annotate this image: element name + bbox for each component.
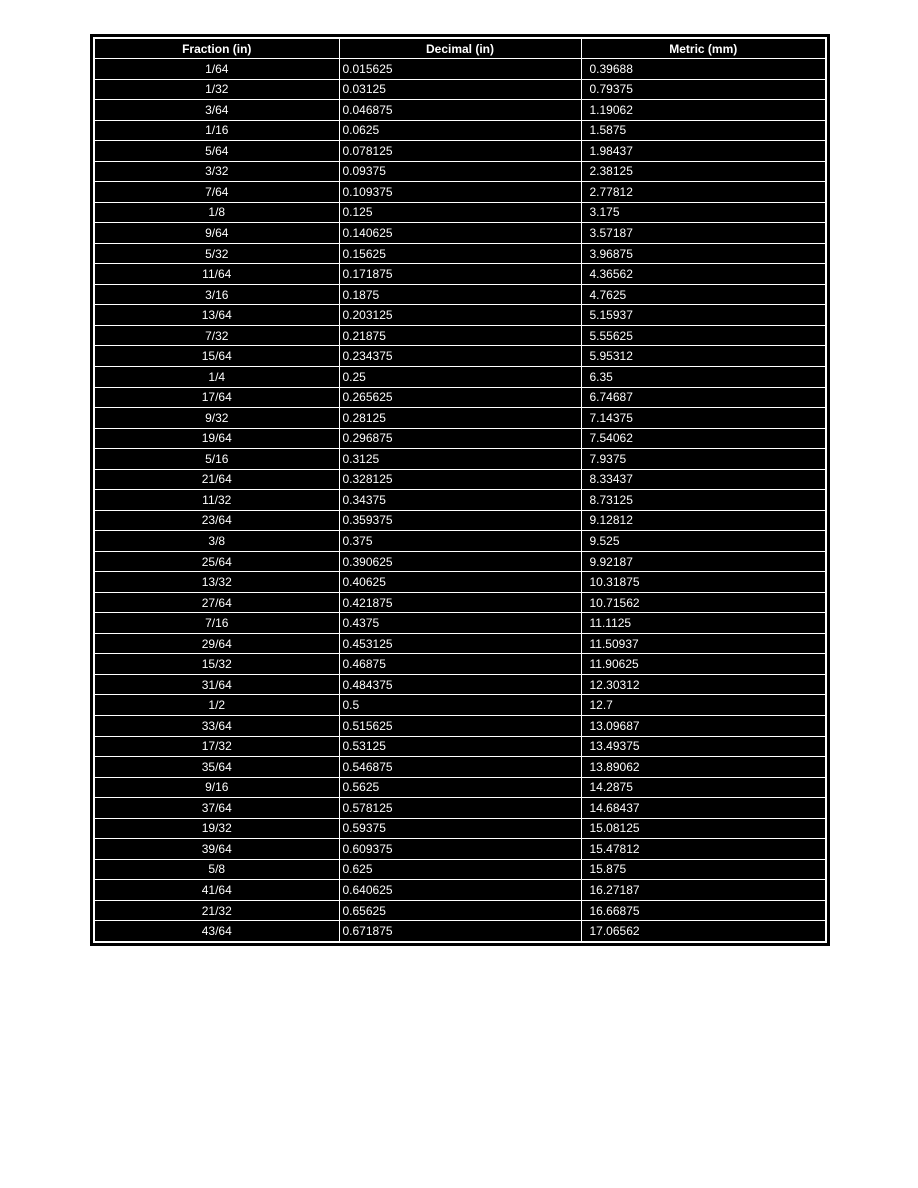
cell-metric: 5.55625	[581, 325, 825, 346]
cell-metric: 1.98437	[581, 141, 825, 162]
table-row	[95, 469, 825, 490]
cell-decimal: 0.609375	[339, 839, 581, 860]
cell-fraction: 31/64	[95, 674, 339, 695]
cell-decimal: 0.09375	[339, 161, 581, 182]
cell-decimal: 0.109375	[339, 182, 581, 203]
cell-decimal: 0.453125	[339, 633, 581, 654]
cell-fraction: 27/64	[95, 592, 339, 613]
cell-metric: 2.77812	[581, 182, 825, 203]
cell-metric: 6.35	[581, 366, 825, 387]
cell-fraction: 9/32	[95, 408, 339, 429]
header-metric: Metric (mm)	[581, 39, 825, 59]
cell-metric: 14.68437	[581, 798, 825, 819]
cell-metric: 9.92187	[581, 551, 825, 572]
cell-metric: 11.90625	[581, 654, 825, 675]
cell-fraction: 15/64	[95, 346, 339, 367]
cell-fraction: 7/64	[95, 182, 339, 203]
cell-metric: 3.96875	[581, 243, 825, 264]
cell-fraction: 5/8	[95, 859, 339, 880]
table-row	[95, 284, 825, 305]
table-row	[95, 366, 825, 387]
cell-fraction: 1/2	[95, 695, 339, 716]
table-row	[95, 900, 825, 921]
cell-metric: 16.66875	[581, 900, 825, 921]
cell-decimal: 0.015625	[339, 59, 581, 80]
cell-metric: 7.14375	[581, 408, 825, 429]
table-body	[95, 59, 825, 942]
cell-decimal: 0.125	[339, 202, 581, 223]
cell-decimal: 0.15625	[339, 243, 581, 264]
table-row	[95, 120, 825, 141]
cell-metric: 10.31875	[581, 572, 825, 593]
cell-metric: 17.06562	[581, 921, 825, 941]
cell-metric: 1.19062	[581, 100, 825, 121]
cell-fraction: 25/64	[95, 551, 339, 572]
table-row	[95, 674, 825, 695]
table-row	[95, 100, 825, 121]
cell-decimal: 0.53125	[339, 736, 581, 757]
cell-decimal: 0.625	[339, 859, 581, 880]
cell-metric: 15.47812	[581, 839, 825, 860]
cell-fraction: 5/16	[95, 449, 339, 470]
table-row	[95, 141, 825, 162]
cell-decimal: 0.296875	[339, 428, 581, 449]
cell-fraction: 19/64	[95, 428, 339, 449]
cell-decimal: 0.265625	[339, 387, 581, 408]
cell-decimal: 0.140625	[339, 223, 581, 244]
table-row	[95, 59, 825, 80]
cell-metric: 9.525	[581, 531, 825, 552]
cell-decimal: 0.203125	[339, 305, 581, 326]
cell-fraction: 11/64	[95, 264, 339, 285]
table-row	[95, 243, 825, 264]
cell-fraction: 3/32	[95, 161, 339, 182]
cell-decimal: 0.5	[339, 695, 581, 716]
cell-decimal: 0.65625	[339, 900, 581, 921]
cell-metric: 12.30312	[581, 674, 825, 695]
cell-fraction: 1/16	[95, 120, 339, 141]
cell-fraction: 1/4	[95, 366, 339, 387]
cell-decimal: 0.5625	[339, 777, 581, 798]
cell-decimal: 0.234375	[339, 346, 581, 367]
cell-fraction: 35/64	[95, 757, 339, 778]
table-row	[95, 490, 825, 511]
cell-fraction: 3/8	[95, 531, 339, 552]
header-decimal: Decimal (in)	[339, 39, 581, 59]
table-row	[95, 346, 825, 367]
cell-fraction: 13/64	[95, 305, 339, 326]
conversion-table	[95, 39, 825, 941]
cell-metric: 12.7	[581, 695, 825, 716]
cell-metric: 13.89062	[581, 757, 825, 778]
cell-decimal: 0.1875	[339, 284, 581, 305]
table-row	[95, 408, 825, 429]
table-row	[95, 264, 825, 285]
cell-fraction: 29/64	[95, 633, 339, 654]
cell-decimal: 0.25	[339, 366, 581, 387]
cell-fraction: 1/64	[95, 59, 339, 80]
cell-metric: 10.71562	[581, 592, 825, 613]
cell-fraction: 19/32	[95, 818, 339, 839]
cell-metric: 13.09687	[581, 716, 825, 737]
cell-fraction: 39/64	[95, 839, 339, 860]
table-row	[95, 572, 825, 593]
table-row	[95, 716, 825, 737]
cell-fraction: 1/8	[95, 202, 339, 223]
cell-decimal: 0.328125	[339, 469, 581, 490]
table-row	[95, 736, 825, 757]
table-row	[95, 654, 825, 675]
cell-fraction: 11/32	[95, 490, 339, 511]
cell-metric: 7.54062	[581, 428, 825, 449]
cell-fraction: 1/32	[95, 79, 339, 100]
table-row	[95, 325, 825, 346]
cell-decimal: 0.390625	[339, 551, 581, 572]
table-row	[95, 921, 825, 941]
cell-fraction: 3/64	[95, 100, 339, 121]
cell-metric: 1.5875	[581, 120, 825, 141]
cell-metric: 4.36562	[581, 264, 825, 285]
cell-decimal: 0.59375	[339, 818, 581, 839]
cell-metric: 5.95312	[581, 346, 825, 367]
cell-fraction: 9/16	[95, 777, 339, 798]
table-row	[95, 592, 825, 613]
cell-metric: 8.33437	[581, 469, 825, 490]
table-row	[95, 428, 825, 449]
cell-metric: 3.57187	[581, 223, 825, 244]
cell-metric: 8.73125	[581, 490, 825, 511]
cell-fraction: 13/32	[95, 572, 339, 593]
cell-decimal: 0.640625	[339, 880, 581, 901]
cell-decimal: 0.578125	[339, 798, 581, 819]
cell-metric: 0.79375	[581, 79, 825, 100]
cell-decimal: 0.34375	[339, 490, 581, 511]
table-row	[95, 695, 825, 716]
table-row	[95, 818, 825, 839]
cell-decimal: 0.046875	[339, 100, 581, 121]
header-fraction: Fraction (in)	[95, 39, 339, 59]
table-row	[95, 449, 825, 470]
cell-fraction: 23/64	[95, 510, 339, 531]
cell-decimal: 0.078125	[339, 141, 581, 162]
cell-metric: 3.175	[581, 202, 825, 223]
table-row	[95, 839, 825, 860]
cell-decimal: 0.0625	[339, 120, 581, 141]
cell-decimal: 0.515625	[339, 716, 581, 737]
cell-fraction: 41/64	[95, 880, 339, 901]
cell-fraction: 5/32	[95, 243, 339, 264]
table-row	[95, 531, 825, 552]
cell-metric: 15.08125	[581, 818, 825, 839]
cell-metric: 4.7625	[581, 284, 825, 305]
cell-decimal: 0.671875	[339, 921, 581, 941]
cell-decimal: 0.421875	[339, 592, 581, 613]
table-row	[95, 79, 825, 100]
table-row	[95, 387, 825, 408]
table-row	[95, 510, 825, 531]
cell-fraction: 33/64	[95, 716, 339, 737]
cell-fraction: 17/32	[95, 736, 339, 757]
cell-decimal: 0.21875	[339, 325, 581, 346]
cell-metric: 0.39688	[581, 59, 825, 80]
cell-decimal: 0.40625	[339, 572, 581, 593]
cell-fraction: 7/16	[95, 613, 339, 634]
cell-fraction: 9/64	[95, 223, 339, 244]
cell-fraction: 21/64	[95, 469, 339, 490]
table-row	[95, 182, 825, 203]
cell-fraction: 21/32	[95, 900, 339, 921]
cell-decimal: 0.03125	[339, 79, 581, 100]
table-row	[95, 880, 825, 901]
cell-fraction: 7/32	[95, 325, 339, 346]
cell-decimal: 0.484375	[339, 674, 581, 695]
cell-decimal: 0.46875	[339, 654, 581, 675]
conversion-table-border	[93, 37, 827, 943]
cell-decimal: 0.171875	[339, 264, 581, 285]
cell-metric: 11.1125	[581, 613, 825, 634]
table-row	[95, 798, 825, 819]
cell-decimal: 0.3125	[339, 449, 581, 470]
table-row	[95, 633, 825, 654]
cell-fraction: 37/64	[95, 798, 339, 819]
cell-fraction: 17/64	[95, 387, 339, 408]
table-header-row	[95, 39, 825, 59]
cell-metric: 13.49375	[581, 736, 825, 757]
cell-metric: 7.9375	[581, 449, 825, 470]
conversion-table-frame	[90, 34, 830, 946]
table-row	[95, 757, 825, 778]
table-row	[95, 305, 825, 326]
cell-metric: 11.50937	[581, 633, 825, 654]
table-row	[95, 777, 825, 798]
cell-fraction: 15/32	[95, 654, 339, 675]
cell-metric: 2.38125	[581, 161, 825, 182]
cell-decimal: 0.546875	[339, 757, 581, 778]
cell-decimal: 0.375	[339, 531, 581, 552]
cell-metric: 5.15937	[581, 305, 825, 326]
cell-decimal: 0.28125	[339, 408, 581, 429]
cell-decimal: 0.4375	[339, 613, 581, 634]
cell-metric: 14.2875	[581, 777, 825, 798]
table-row	[95, 202, 825, 223]
cell-decimal: 0.359375	[339, 510, 581, 531]
cell-metric: 9.12812	[581, 510, 825, 531]
table-row	[95, 551, 825, 572]
cell-metric: 16.27187	[581, 880, 825, 901]
cell-metric: 6.74687	[581, 387, 825, 408]
cell-fraction: 5/64	[95, 141, 339, 162]
table-row	[95, 859, 825, 880]
cell-metric: 15.875	[581, 859, 825, 880]
cell-fraction: 43/64	[95, 921, 339, 941]
table-row	[95, 613, 825, 634]
cell-fraction: 3/16	[95, 284, 339, 305]
table-row	[95, 223, 825, 244]
table-row	[95, 161, 825, 182]
